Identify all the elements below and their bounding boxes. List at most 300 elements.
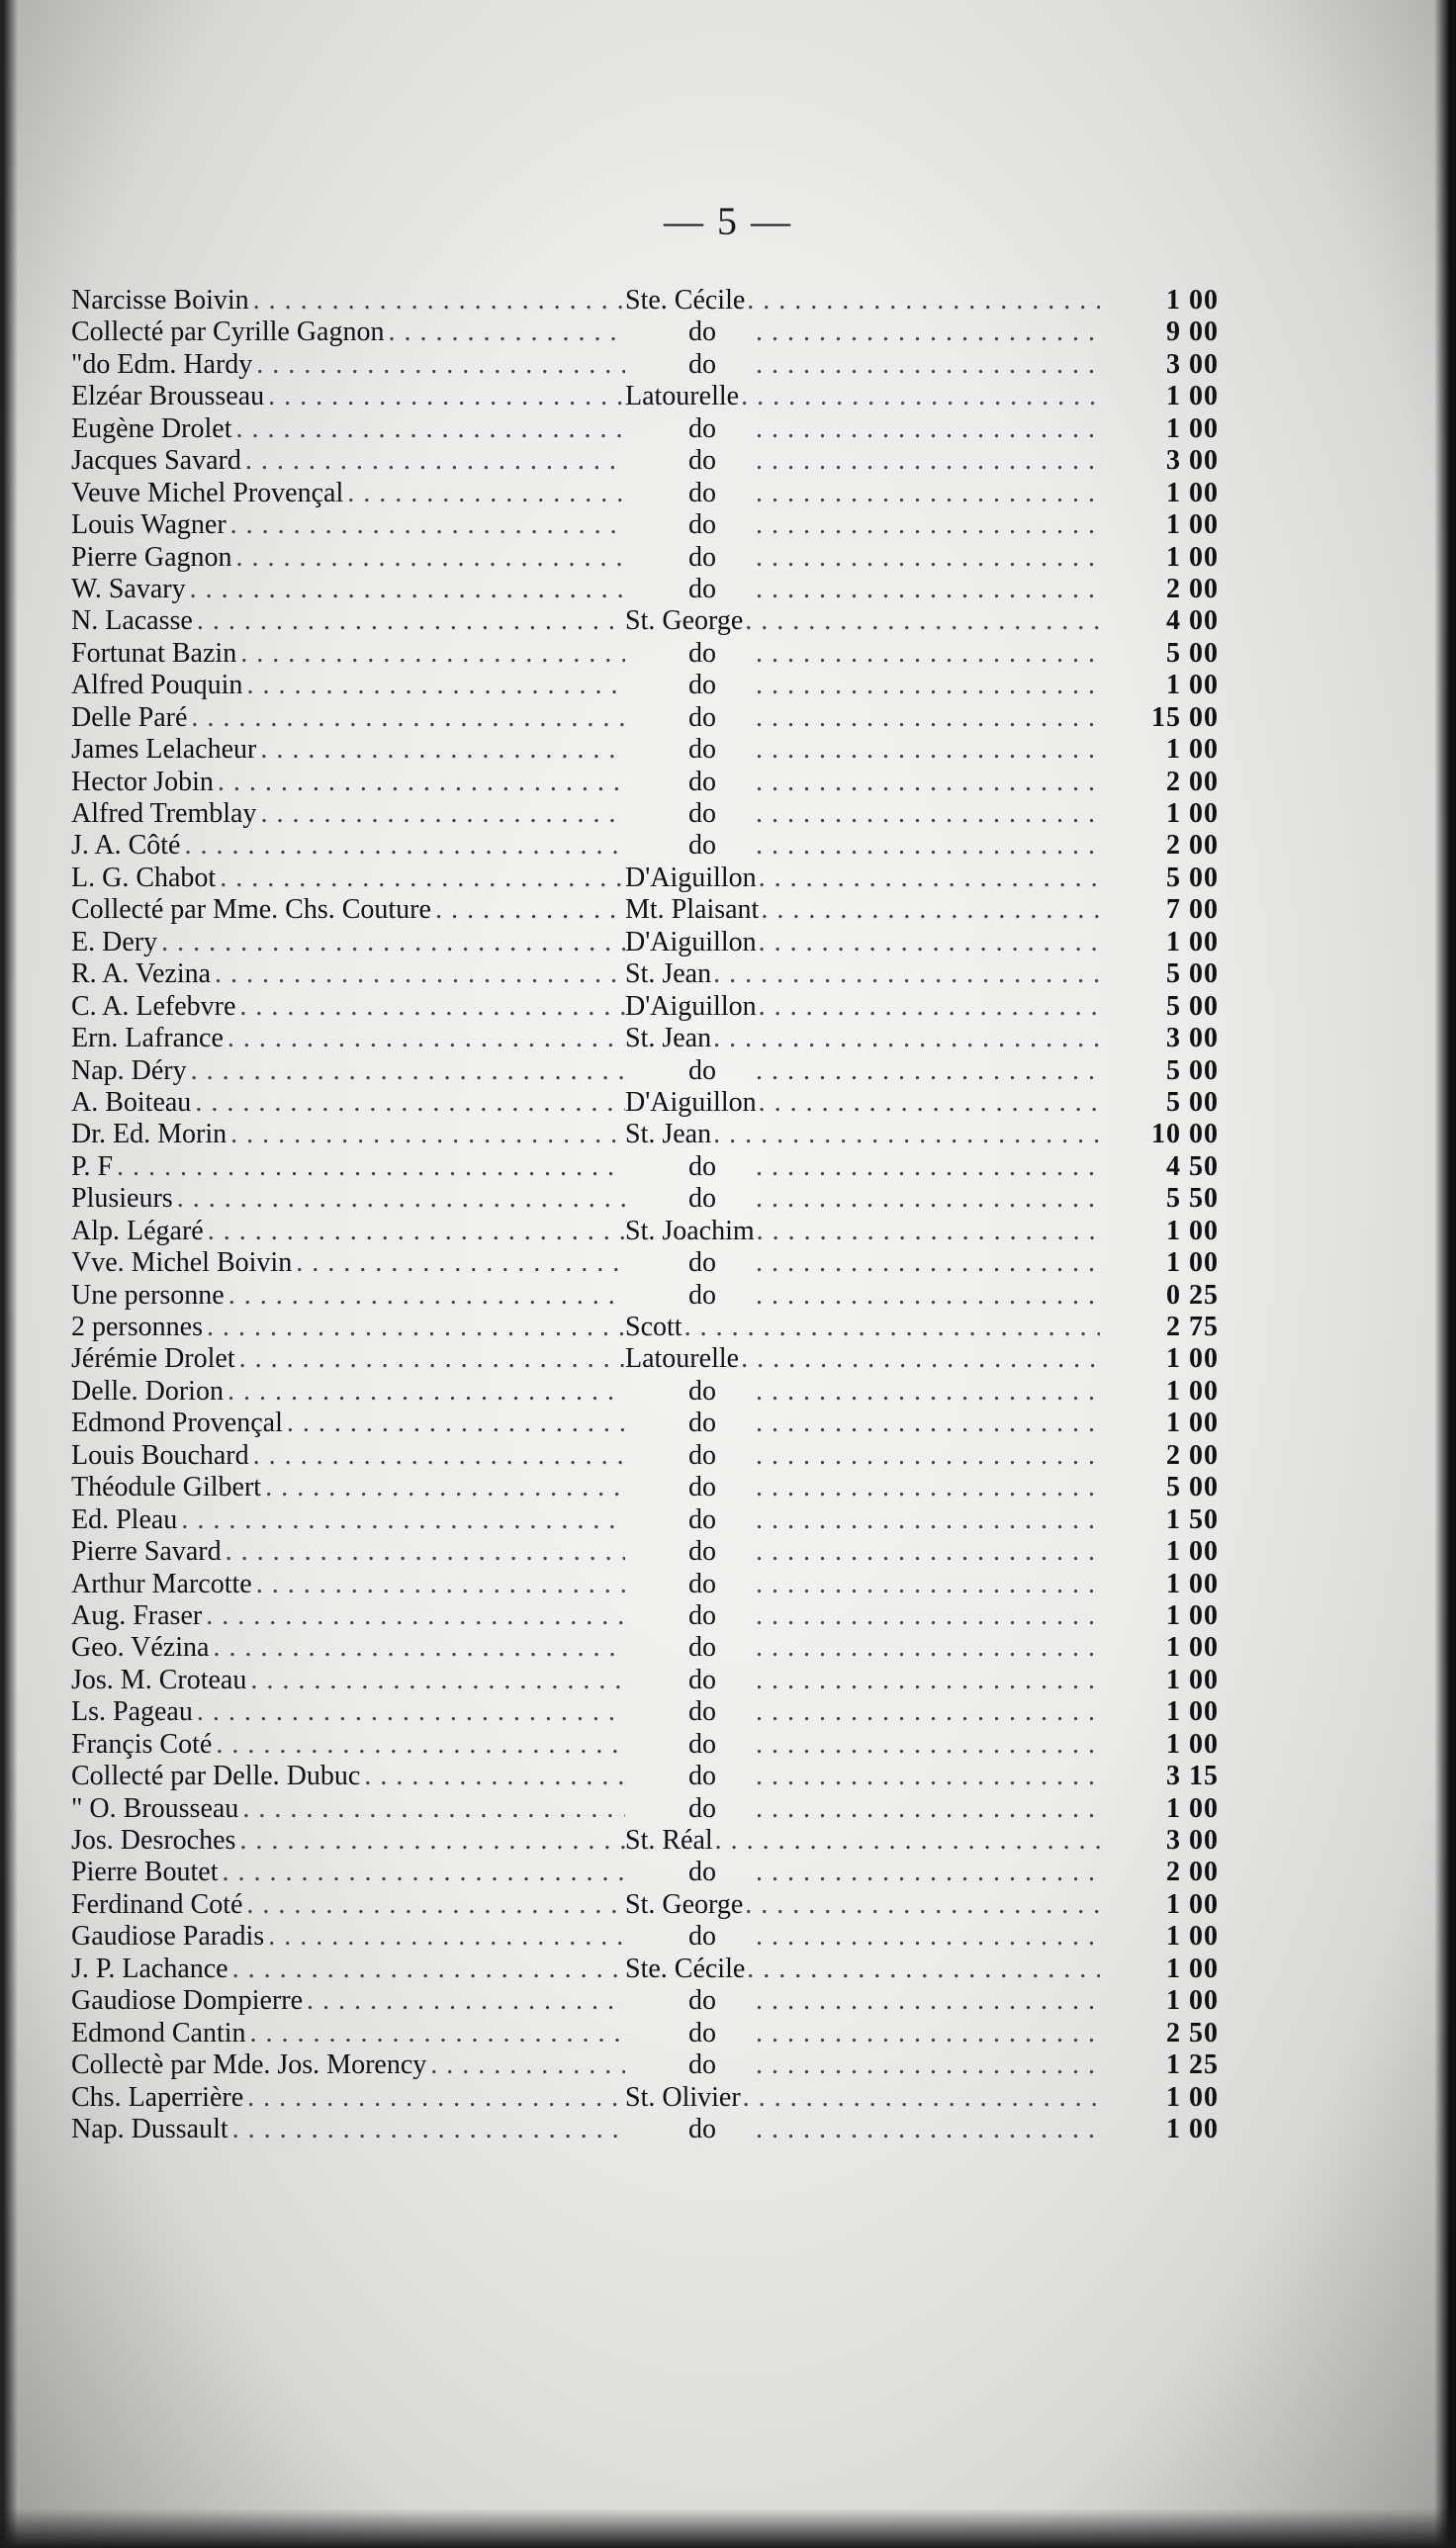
place-cell <box>625 1408 1100 1439</box>
donor-name-cell <box>71 1280 625 1312</box>
ledger-row <box>71 734 1219 766</box>
place-cell <box>625 991 1100 1023</box>
leader-dots <box>240 638 625 669</box>
donor-name-cell <box>71 605 625 637</box>
leader-dots <box>716 1183 1100 1214</box>
amount: 5 00 <box>1166 1472 1219 1503</box>
leader-dots <box>208 1216 625 1246</box>
donor-name: Hector Jobin <box>71 766 214 797</box>
amount: 1 00 <box>1166 2113 1219 2144</box>
leader-dots <box>716 702 1100 733</box>
ledger-row <box>71 412 1219 445</box>
donor-name: R. A. Vezina <box>71 958 212 990</box>
ledger-row <box>71 1792 1219 1825</box>
amount: 1 00 <box>1166 1985 1219 2017</box>
place-name: do <box>688 1183 716 1215</box>
place-cell <box>625 1183 1100 1215</box>
ledger-row <box>71 1825 1219 1857</box>
leader-dots <box>230 509 625 540</box>
place-cell <box>625 1954 1100 1985</box>
leader-dots <box>228 1280 625 1311</box>
place-cell <box>625 1280 1100 1312</box>
amount: 1 00 <box>1166 1375 1219 1407</box>
leader-dots <box>197 1696 625 1727</box>
leader-dots <box>117 1151 625 1182</box>
place-cell <box>625 1247 1100 1279</box>
amount: 10 00 <box>1151 1119 1219 1150</box>
ledger-row <box>71 445 1219 477</box>
place-cell <box>625 767 1100 798</box>
donor-name-cell <box>71 894 625 926</box>
donor-name: Gaudiose Paradis <box>71 1921 265 1953</box>
leader-dots <box>239 1825 625 1856</box>
ledger-row <box>71 1408 1219 1439</box>
place-cell <box>625 1472 1100 1503</box>
leader-dots <box>759 894 1100 925</box>
donor-name-cell <box>71 734 625 766</box>
place-cell <box>625 1857 1100 1888</box>
ledger-row <box>71 1119 1219 1150</box>
place-name: Mt. Plaisant <box>625 894 760 926</box>
place-cell <box>625 1793 1100 1825</box>
donor-name-cell <box>71 1376 625 1408</box>
amount: 1 00 <box>1166 1343 1219 1375</box>
place-cell <box>625 605 1100 637</box>
amount: 2 00 <box>1166 1439 1219 1471</box>
donor-name-cell <box>71 1889 625 1921</box>
amount: 1 00 <box>1166 477 1219 508</box>
leader-dots <box>716 670 1100 700</box>
amount: 1 00 <box>1166 1664 1219 1695</box>
donor-name: Dr. Ed. Morin <box>71 1119 228 1150</box>
place-name: do <box>688 1439 716 1471</box>
leader-dots <box>716 445 1100 476</box>
place-name: Ste. Cécile <box>625 285 746 316</box>
ledger-row <box>71 1312 1219 1343</box>
donor-name-cell <box>71 413 625 445</box>
place-name: St. Jean <box>625 1023 712 1054</box>
place-name: do <box>688 477 716 508</box>
donor-name-cell <box>71 1857 625 1888</box>
leader-dots <box>716 1536 1100 1567</box>
donor-name: C. A. Lefebvre <box>71 990 236 1022</box>
place-name: do <box>688 1664 716 1695</box>
donor-name: " O. Brousseau <box>71 1792 239 1824</box>
place-name: do <box>688 1921 716 1953</box>
ledger-row <box>71 1086 1219 1119</box>
amount: 1 00 <box>1166 1536 1219 1568</box>
place-name: do <box>688 2017 716 2048</box>
place-cell <box>625 1536 1100 1568</box>
leader-dots <box>228 1376 625 1407</box>
donor-name-cell <box>71 1055 625 1087</box>
leader-dots <box>236 413 626 444</box>
place-cell <box>625 1825 1100 1857</box>
donor-name: L. G. Chabot <box>71 862 217 893</box>
leader-dots <box>191 1055 625 1086</box>
place-name: do <box>688 1247 716 1279</box>
place-name: do <box>688 637 716 669</box>
leader-dots <box>716 1665 1100 1695</box>
leader-dots <box>268 381 625 411</box>
leader-dots <box>716 1247 1100 1278</box>
ledger-row <box>71 1953 1219 1985</box>
ledger-row <box>71 1888 1219 1921</box>
amount: 7 00 <box>1166 894 1219 926</box>
donor-name: Jacques Savard <box>71 445 241 477</box>
donor-name-cell <box>71 1312 625 1343</box>
place-name: do <box>688 1150 716 1182</box>
donor-name: Louis Bouchard <box>71 1439 249 1471</box>
place-cell <box>625 1504 1100 1536</box>
place-name: do <box>688 830 716 862</box>
place-cell <box>625 1921 1100 1953</box>
scan-edge-right <box>1434 0 1456 2548</box>
place-name: do <box>688 1568 716 1599</box>
place-name: do <box>688 1599 716 1631</box>
place-cell <box>625 670 1100 701</box>
leader-dots <box>739 1343 1100 1374</box>
ledger-row <box>71 348 1219 381</box>
place-cell <box>625 1312 1100 1343</box>
amount: 2 00 <box>1166 766 1219 797</box>
amount: 1 00 <box>1166 285 1219 316</box>
donor-name: Alp. Légaré <box>71 1215 204 1246</box>
leader-dots <box>743 605 1100 636</box>
donor-name-cell <box>71 509 625 541</box>
place-name: St. Joachim <box>625 1215 755 1246</box>
donor-name-cell <box>71 1536 625 1568</box>
place-name: St. George <box>625 605 744 637</box>
amount: 1 00 <box>1166 670 1219 701</box>
place-cell <box>625 574 1100 605</box>
amount: 1 00 <box>1166 798 1219 829</box>
leader-dots <box>256 1569 625 1599</box>
ledger-row <box>71 1857 1219 1888</box>
place-cell <box>625 1761 1100 1792</box>
amount: 1 00 <box>1166 1696 1219 1728</box>
ledger-row <box>71 1439 1219 1472</box>
donor-name: Edmond Cantin <box>71 2017 246 2048</box>
ledger-row <box>71 2049 1219 2081</box>
leader-dots <box>435 894 625 925</box>
place-cell <box>625 958 1100 990</box>
leader-dots <box>220 863 625 893</box>
place-cell <box>625 2049 1100 2081</box>
place-cell <box>625 734 1100 766</box>
donor-name-cell <box>71 670 625 701</box>
leader-dots <box>247 2082 625 2113</box>
place-name: D'Aiguillon <box>625 926 757 957</box>
place-name: do <box>688 1408 716 1439</box>
ledger-row <box>71 1728 1219 1761</box>
leader-dots <box>265 1472 625 1502</box>
leader-dots <box>716 1376 1100 1407</box>
place-cell <box>625 1985 1100 2017</box>
amount: 1 00 <box>1166 412 1219 444</box>
ledger-row <box>71 958 1219 990</box>
donor-name-cell <box>71 1825 625 1857</box>
donor-name: Nap. Dussault <box>71 2113 228 2144</box>
leader-dots <box>287 1408 625 1438</box>
leader-dots <box>716 413 1100 444</box>
leader-dots <box>716 1729 1100 1760</box>
leader-dots <box>250 1665 625 1695</box>
donor-name-cell <box>71 830 625 862</box>
leader-dots <box>755 1216 1100 1246</box>
place-cell <box>625 1889 1100 1921</box>
ledger-row <box>71 1985 1219 2017</box>
place-cell <box>625 1729 1100 1761</box>
place-cell <box>625 317 1100 348</box>
place-cell <box>625 638 1100 670</box>
donor-name: James Lelacheur <box>71 734 257 766</box>
donor-name-cell <box>71 1119 625 1150</box>
donor-name-cell <box>71 1440 625 1472</box>
place-name: D'Aiguillon <box>625 990 757 1022</box>
place-cell <box>625 1023 1100 1054</box>
donor-name: 2 personnes <box>71 1312 203 1342</box>
leader-dots <box>716 1632 1100 1663</box>
leader-dots <box>713 1825 1100 1856</box>
leader-dots <box>213 1632 625 1663</box>
place-cell <box>625 927 1100 958</box>
place-cell <box>625 1343 1100 1375</box>
leader-dots <box>716 2049 1100 2080</box>
ledger-row <box>71 1183 1219 1215</box>
place-name: St. Réal <box>625 1825 713 1856</box>
ledger-row <box>71 1921 1219 1953</box>
donor-name: Collecté par Mme. Chs. Couture <box>71 894 431 926</box>
ledger-row <box>71 605 1219 637</box>
place-name: do <box>688 1728 716 1760</box>
place-name: do <box>688 766 716 797</box>
leader-dots <box>716 1440 1100 1471</box>
amount: 3 15 <box>1166 1761 1219 1792</box>
donor-name-cell <box>71 1665 625 1696</box>
donor-name: Pierre Savard <box>71 1536 222 1568</box>
leader-dots <box>246 1889 625 1920</box>
leader-dots <box>716 1055 1100 1086</box>
leader-dots <box>757 1087 1100 1118</box>
donor-name: Jérémie Drolet <box>71 1343 235 1375</box>
donor-name-cell <box>71 2082 625 2114</box>
amount: 1 00 <box>1166 1632 1219 1664</box>
donor-name-cell <box>71 863 625 894</box>
ledger-row <box>71 2081 1219 2114</box>
leader-dots <box>757 863 1100 893</box>
donor-name-cell <box>71 958 625 990</box>
amount: 4 50 <box>1166 1150 1219 1182</box>
leader-dots <box>195 1087 625 1118</box>
leader-dots <box>711 1119 1100 1149</box>
leader-dots <box>716 1793 1100 1824</box>
leader-dots <box>230 1119 625 1149</box>
donor-name-cell <box>71 1696 625 1728</box>
amount: 2 00 <box>1166 573 1219 604</box>
place-cell <box>625 894 1100 926</box>
leader-dots <box>716 638 1100 669</box>
donor-name-cell <box>71 1569 625 1600</box>
ledger-row <box>71 1375 1219 1408</box>
donor-name: Elzéar Brousseau <box>71 381 265 412</box>
donor-name: Collecté par Cyrille Gagnon <box>71 317 385 348</box>
place-name: do <box>688 541 716 573</box>
donor-name: Théodule Gilbert <box>71 1472 262 1503</box>
place-name: do <box>688 2113 716 2144</box>
amount: 2 00 <box>1166 830 1219 862</box>
amount: 1 00 <box>1166 2081 1219 2113</box>
leader-dots <box>268 1921 625 1952</box>
ledger-row <box>71 1054 1219 1087</box>
ledger-row <box>71 509 1219 541</box>
donor-name-cell <box>71 798 625 830</box>
leader-dots <box>236 542 625 573</box>
ledger-row <box>71 1664 1219 1696</box>
leader-dots <box>716 1504 1100 1535</box>
place-cell <box>625 1119 1100 1150</box>
place-cell <box>625 1055 1100 1087</box>
donor-name-cell <box>71 991 625 1023</box>
donor-name-cell <box>71 1954 625 1985</box>
leader-dots <box>250 2018 625 2048</box>
ledger-row <box>71 1599 1219 1632</box>
donor-name-cell <box>71 767 625 798</box>
ledger-row <box>71 1536 1219 1568</box>
place-cell <box>625 478 1100 509</box>
donor-name: Ferdinand Coté <box>71 1888 243 1920</box>
amount: 2 00 <box>1166 1857 1219 1888</box>
donor-name: Eugène Drolet <box>71 412 232 444</box>
place-cell <box>625 1696 1100 1728</box>
leader-dots <box>741 2082 1100 2113</box>
donor-name: Une personne <box>71 1279 225 1311</box>
leader-dots <box>246 670 625 700</box>
place-name: do <box>688 1375 716 1407</box>
amount: 1 00 <box>1166 1215 1219 1246</box>
donor-name: Veuve Michel Provençal <box>71 477 344 508</box>
place-name: Latourelle <box>625 1343 740 1375</box>
ledger-row <box>71 1343 1219 1375</box>
place-cell <box>625 1376 1100 1408</box>
leader-dots <box>260 734 625 765</box>
leader-dots <box>745 285 1100 316</box>
leader-dots <box>716 542 1100 573</box>
leader-dots <box>228 1023 625 1053</box>
donor-name-cell <box>71 2018 625 2049</box>
ledger-row <box>71 2113 1219 2145</box>
leader-dots <box>191 702 625 733</box>
leader-dots <box>716 1985 1100 2016</box>
donor-name: Ern. Lafrance <box>71 1023 224 1054</box>
amount: 3 00 <box>1166 348 1219 380</box>
place-name: do <box>688 670 716 701</box>
donor-name-cell <box>71 1087 625 1119</box>
donor-name-cell <box>71 1216 625 1247</box>
leader-dots <box>197 605 625 636</box>
place-cell <box>625 1440 1100 1472</box>
leader-dots <box>745 1954 1100 1984</box>
ledger-row <box>71 926 1219 958</box>
donor-name-cell <box>71 638 625 670</box>
ledger-row <box>71 381 1219 412</box>
amount: 3 00 <box>1166 1825 1219 1856</box>
donor-name-cell <box>71 1793 625 1825</box>
ledger-row <box>71 573 1219 605</box>
leader-dots <box>226 1536 625 1567</box>
donor-name: Gaudiose Dompierre <box>71 1985 304 2017</box>
donor-name-cell <box>71 1600 625 1632</box>
ledger-row <box>71 1696 1219 1728</box>
donor-name: Fortunat Bazin <box>71 637 237 669</box>
place-name: do <box>688 573 716 604</box>
donor-name: Vve. Michel Boivin <box>71 1247 293 1279</box>
donor-name: A. Boiteau <box>71 1086 192 1118</box>
ledger-row <box>71 285 1219 317</box>
leader-dots <box>716 767 1100 797</box>
leader-dots <box>716 1696 1100 1727</box>
amount: 1 00 <box>1166 926 1219 957</box>
amount: 1 00 <box>1166 1792 1219 1824</box>
ledger-row <box>71 1761 1219 1792</box>
place-name: do <box>688 734 716 766</box>
ledger-row <box>71 477 1219 509</box>
donor-name-cell <box>71 702 625 734</box>
ledger-row <box>71 1503 1219 1536</box>
ledger-row <box>71 317 1219 348</box>
donor-name: Pierre Gagnon <box>71 541 232 573</box>
place-name: do <box>688 1857 716 1888</box>
place-name: do <box>688 2049 716 2081</box>
leader-dots <box>239 991 625 1022</box>
leader-dots <box>232 2114 625 2144</box>
leader-dots <box>716 574 1100 604</box>
leader-dots <box>716 1151 1100 1182</box>
donor-name-cell <box>71 1343 625 1375</box>
place-cell <box>625 1569 1100 1600</box>
ledger-row <box>71 637 1219 670</box>
place-name: D'Aiguillon <box>625 1086 757 1118</box>
place-name: do <box>688 445 716 477</box>
leader-dots <box>716 1472 1100 1502</box>
amount: 1 00 <box>1166 734 1219 766</box>
leader-dots <box>716 1600 1100 1631</box>
donor-name: Aug. Fraser <box>71 1599 203 1631</box>
donor-name: W. Savary <box>71 573 186 604</box>
amount: 3 00 <box>1166 1023 1219 1054</box>
leader-dots <box>743 1889 1100 1920</box>
place-cell <box>625 1216 1100 1247</box>
place-cell <box>625 1632 1100 1664</box>
donor-name-cell <box>71 1408 625 1439</box>
leader-dots <box>307 1985 625 2016</box>
place-cell <box>625 1087 1100 1119</box>
place-cell <box>625 381 1100 412</box>
leader-dots <box>181 1504 625 1535</box>
donor-name-cell <box>71 542 625 574</box>
amount: 1 00 <box>1166 541 1219 573</box>
place-name: do <box>688 1696 716 1728</box>
leader-dots <box>242 1793 625 1824</box>
leader-dots <box>245 445 625 476</box>
donor-name: "do Edm. Hardy <box>71 348 253 380</box>
place-name: do <box>688 1054 716 1086</box>
ledger-row <box>71 670 1219 701</box>
place-cell <box>625 2018 1100 2049</box>
ledger-row <box>71 541 1219 574</box>
leader-dots <box>757 991 1100 1022</box>
amount: 1 00 <box>1166 1921 1219 1953</box>
